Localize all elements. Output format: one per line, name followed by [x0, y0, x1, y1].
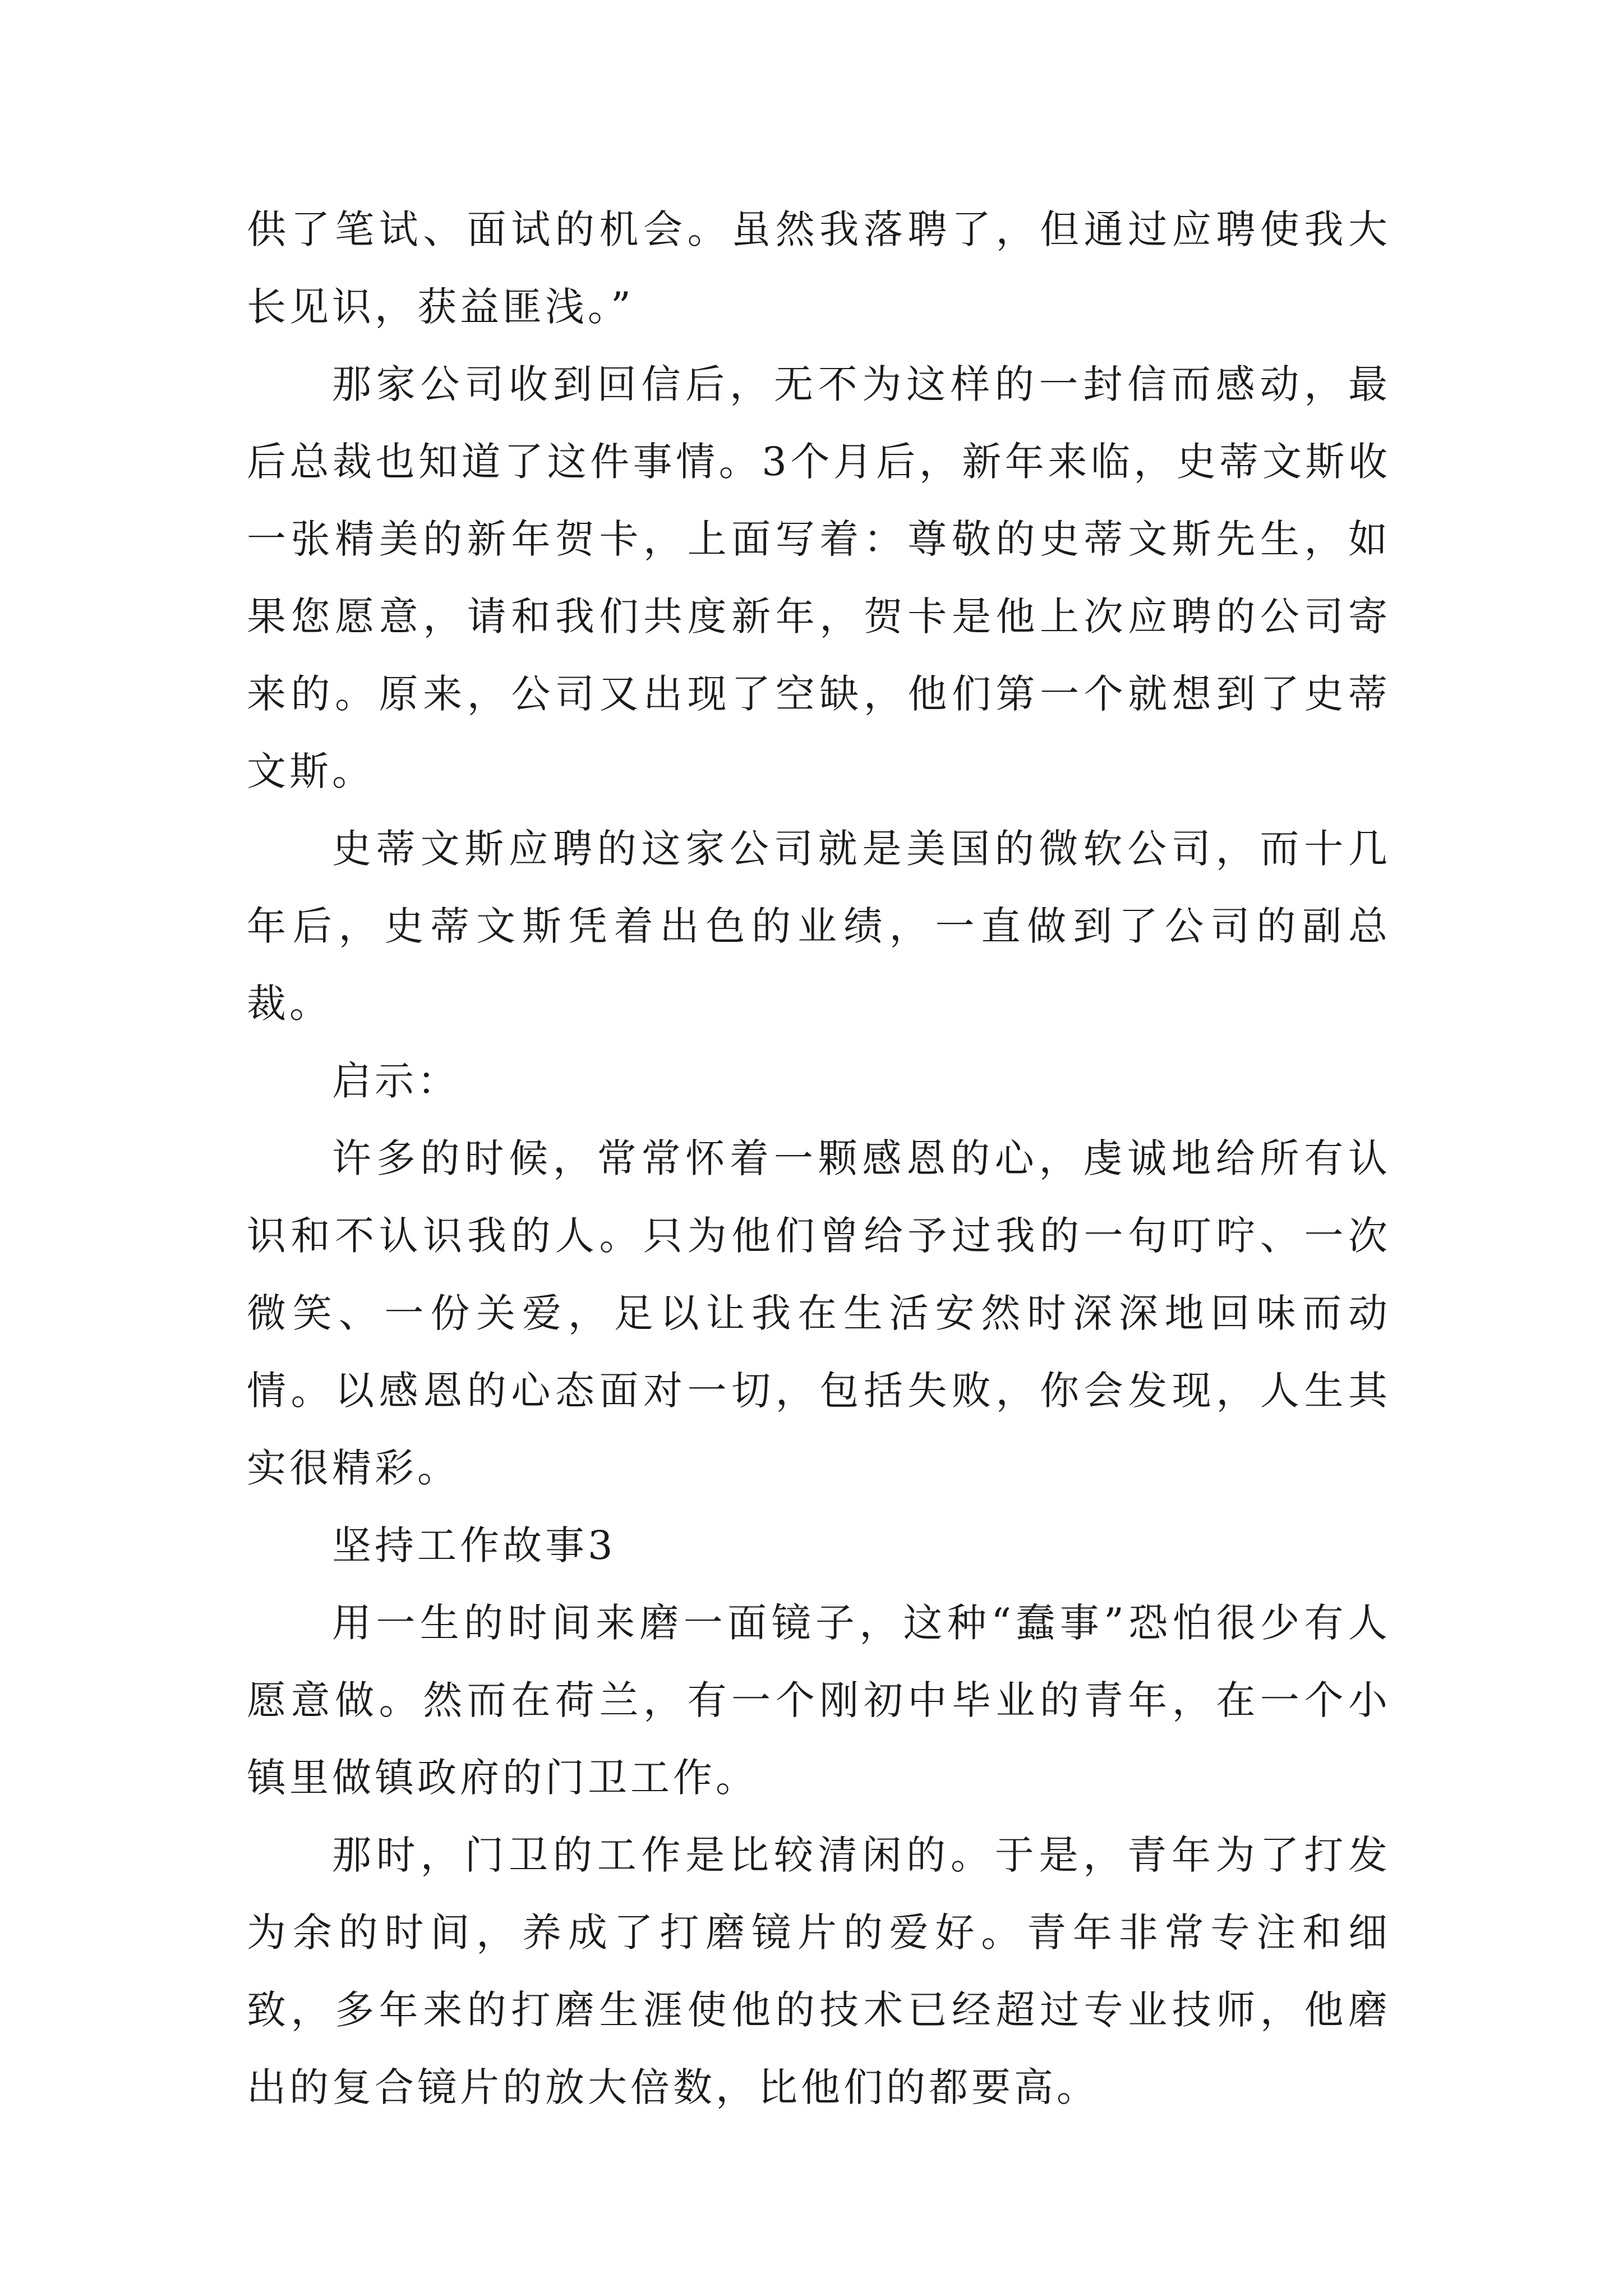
paragraph-lens-grinding: 那时，门卫的工作是比较清闲的。于是，青年为了打发为余的时间，养成了打磨镜片的爱好。青年非常专注和细致，多年来的打磨生涯使他的技术已经超过专业技师，他磨出的复合镜片的放大倍数，比他们的都要高。 [247, 1832, 1391, 2110]
paragraph-company-reply: 那家公司收到回信后，无不为这样的一封信而感动，最后总裁也知道了这件事情。3个月后，新年来临，史蒂文斯收一张精美的新年贺卡，上面写着：尊敬的史蒂文斯先生，如果您愿意，请和我们共度新年，贺卡是他上次应聘的公司寄来的。原来，公司又出现了空缺，他们第一个就想到了史蒂文斯。 [247, 361, 1391, 794]
paragraph-mirror-intro: 用一生的时间来磨一面镜子，这种“蠢事”恐怕很少有人愿意做。然而在荷兰，有一个刚初中毕业的青年，在一个小镇里做镇政府的门卫工作。 [247, 1600, 1391, 1801]
paragraph-revelation: 许多的时候，常常怀着一颗感恩的心，虔诚地给所有认识和不认识我的人。只为他们曾给予过我的一句叮咛、一次微笑、一份关爱，足以让我在生活安然时深深地回味而动情。以感恩的心态面对一切，包括失败，你会发现，人生其实很精彩。 [247, 1135, 1391, 1491]
paragraph-continuation: 供了笔试、面试的机会。虽然我落聘了，但通过应聘使我大长见识，获益匪浅。” [247, 206, 1391, 330]
paragraph-microsoft: 史蒂文斯应聘的这家公司就是美国的微软公司，而十几年后，史蒂文斯凭着出色的业绩，一直做到了公司的副总裁。 [247, 826, 1391, 1027]
section-title-story-3: 坚持工作故事3 [332, 1522, 616, 1568]
document-body [247, 191, 1391, 2126]
paragraph-revelation-heading: 启示： [332, 1058, 460, 1104]
